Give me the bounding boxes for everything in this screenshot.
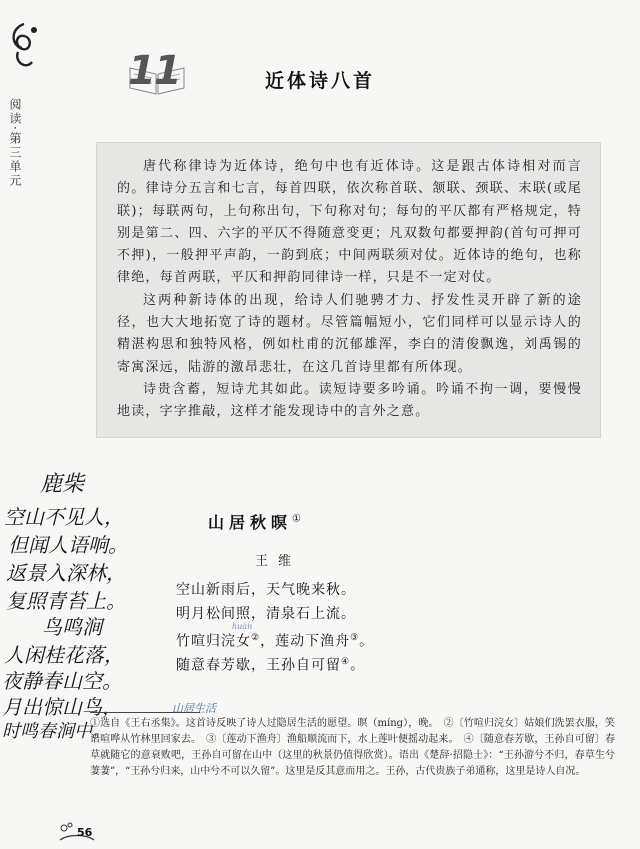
poem-title (208, 510, 301, 533)
footnote-mark: ③ (350, 633, 360, 643)
handwritten-line: 返景入深林， (6, 561, 126, 585)
handwritten-line: 但闻人语响。 (8, 533, 128, 557)
handwritten-line: 人闲桂花落， (4, 643, 124, 667)
handwritten-title: 鹿柴 (40, 472, 85, 497)
poem-title-text: 山居秋暝 (208, 513, 293, 532)
intro-paragraph: 这两种新诗体的出现，给诗人们驰骋才力、抒发性灵开辟了新的途径，也大大地拓宽了诗的题材。尽管篇幅短小，它们同样可以显示诗人的精湛构思和独特风格，例如杜甫的沉郁雄浑，李白的清俊飘逸，刘禹锡的寄寓深远，陆游的激昂悲壮，在这几首诗里都有所体现。 (117, 292, 582, 375)
footnote-mark: ② (251, 633, 261, 643)
intro-paragraph: 唐代称律诗为近体诗，绝句中也有近体诗。这是跟古体诗相对而言的。律诗分五言和七言，每首四联，依次称首联、颔联、颈联、末联(或尾联)；每联两句，上句称出句，下句称对句；每句的平仄都有严格规定，特别是第二、四、六字的平仄不得随意变更；凡双数句都要押韵(首句可押可不押)，一般押平声韵，一韵到底；中间两联须对仗。近体诗的绝句，也称律绝，每首两联，平仄和押韵同律诗一样，只是不一定对仗。 (117, 159, 582, 286)
intro-text (117, 156, 582, 424)
poem-line-text: 空山新雨后，天气晚来秋。 (176, 582, 356, 598)
poem-line-punct: 。 (359, 633, 375, 650)
handwritten-line: 复照青苔上。 (6, 589, 126, 613)
poem-line (176, 626, 374, 650)
lesson-title: 近体诗八首 (265, 70, 376, 92)
page-number: 56 (77, 826, 93, 839)
poem-line-text: 明月松间照，清泉石上流。 (176, 606, 356, 622)
intro-paragraph: 诗贵含蓄，短诗尤其如此。读短诗要多吟诵。吟诵不拘一调，要慢慢地读，字字推敲，这样才能发现诗中的言外之意。 (117, 381, 582, 420)
poem-line-text: ，莲动下渔舟 (260, 633, 351, 650)
handwritten-line: 时鸣春涧中。 (2, 721, 110, 742)
footnote-mark: ④ (341, 657, 351, 667)
handwritten-margin-note: 山居生活 (172, 702, 216, 715)
pencil-pinyin-note: huàn (232, 622, 253, 631)
poem-line-text: 竹喧归浣女 (176, 633, 251, 650)
poem-line (176, 650, 374, 674)
ornament-icon (4, 18, 44, 78)
lesson-number: 11 (128, 48, 180, 94)
poem-body (176, 578, 374, 674)
handwritten-line: 月出惊山鸟， (2, 695, 122, 719)
unit-label: 阅读·第三单元 (8, 98, 22, 188)
footnote-divider (90, 712, 200, 713)
footnote-mark: ① (292, 513, 301, 525)
poem-line-text: 随意春芳歇，王孙自可留 (176, 657, 341, 674)
handwritten-line: 夜静春山空。 (2, 669, 122, 693)
poem-author: 王维 (255, 554, 302, 569)
footnotes: ①选自《王右丞集》。这首诗反映了诗人过隐居生活的愿望。暝（míng），晚。 ②〔竹喧归浣女〕姑娘们洗罢衣服，笑语喧哗从竹林里回家去。 ③〔莲动下渔舟〕渔船顺流而下，水上莲叶便摇动起来。 ④〔随意春芳歇，王孙自可留〕春草就随它的意衰败吧，王孙自可留在山中（这里的秋景仍值得欣赏）。语出《楚辞·招隐士》：“王孙游兮不归，春草生兮萋萋”，“王孙兮归来，山中兮不可以久留”。这里是反其意而用之。王孙，古代贵族子弟通称，这里是诗人自况。 (90, 718, 615, 777)
poem-line (176, 578, 374, 602)
handwritten-line: 鸟鸣涧 (42, 615, 102, 639)
handwritten-poem (0, 455, 130, 742)
poem-line (176, 602, 374, 626)
handwritten-line: 空山不见人， (4, 505, 124, 529)
poem-line-punct: 。 (350, 657, 366, 674)
